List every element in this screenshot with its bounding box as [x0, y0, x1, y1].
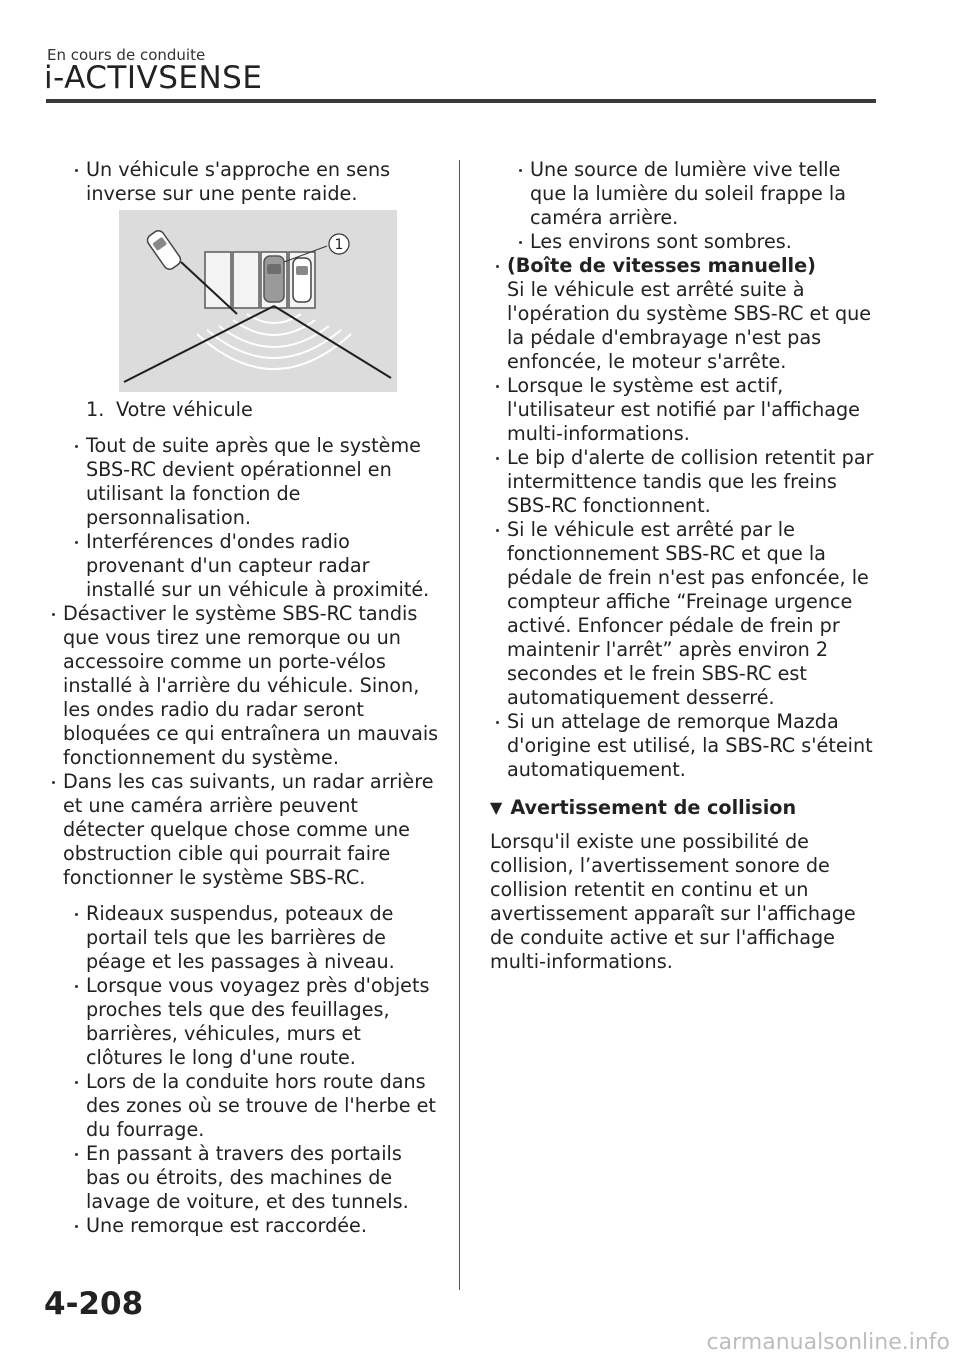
parking-radar-figure: [119, 210, 397, 392]
column-divider: [459, 160, 460, 1290]
bullet-disable-when-towing: Désactiver le système SBS-RC tandis que vous tirez une remorque ou un accessoire comme un porte-vélos installé à l'arrière du véhicule. Sinon, les ondes radio du radar seront bloquées ce qui entraînera un mauvais fonctionnement du système.: [46, 602, 441, 770]
left-column: [46, 158, 441, 1238]
bullet-collision-beep: Le bip d'alerte de collision retentit par intermittence tandis que les freins SBS-RC fonctionnent.: [490, 446, 880, 518]
bullet-false-detection-cases: Dans les cas suivants, un radar arrière et une caméra arrière peuvent détecter quelque chose comme une obstruction cible qui pourrait faire fonctionner le système SBS-RC.: [46, 770, 441, 890]
bullet-after-customization: Tout de suite après que le système SBS-RC devient opérationnel en utilisant la fonction de personnalisation.: [46, 434, 441, 530]
caption-number: 1.: [86, 398, 105, 421]
bullet-low-gates: En passant à travers des portails bas ou étroits, des machines de lavage de voiture, et des tunnels.: [46, 1142, 441, 1214]
bullet-manual-transmission: [490, 254, 880, 374]
bullet-near-objects: Lorsque vous voyagez près d'objets proches tels que des feuillages, barrières, véhicules, murs et clôtures le long d'une route.: [46, 974, 441, 1070]
bullet-trailer-connected: Une remorque est raccordée.: [46, 1214, 441, 1238]
manual-transmission-text: Si le véhicule est arrêté suite à l'opération du système SBS-RC et que la pédale d'embrayage n'est pas enfoncée, le moteur s'arrête.: [507, 278, 872, 373]
header-rule: [46, 99, 876, 103]
page-title: i-ACTIVSENSE: [44, 60, 263, 96]
section-paragraph: Lorsqu'il existe une possibilité de collision, l’avertissement sonore de collision retentit en continu et un avertissement apparaît sur l'affichage de conduite active et sur l'affichage multi-informations.: [490, 830, 856, 973]
bullet-trailer-hitch: Si un attelage de remorque Mazda d'origine est utilisé, la SBS-RC s'éteint automatiquement.: [490, 710, 880, 782]
bullet-curtains-poles: Rideaux suspendus, poteaux de portail tels que les barrières de péage et les passages à niveau.: [46, 902, 441, 974]
bullet-vehicle-stopped: Si le véhicule est arrêté par le fonctionnement SBS-RC et que la pédale de frein n'est pas enfoncée, le compteur affiche “Freinage urgence activé. Enfoncer pédale de frein pr maintenir l'arrêt” après environ 2 secondes et le frein SBS-RC est automatiquement desserré.: [490, 518, 880, 710]
caption-text: Votre véhicule: [116, 398, 253, 421]
section-header: En cours de conduite: [47, 46, 206, 64]
bullet-oncoming-vehicle: Un véhicule s'approche en sens inverse sur une pente raide.: [46, 158, 441, 206]
right-column: [490, 158, 880, 974]
bullet-bright-light: Une source de lumière vive telle que la lumière du soleil frappe la caméra arrière.: [490, 158, 880, 230]
section-heading: [490, 796, 880, 820]
triangle-down-icon: ▼: [490, 798, 503, 817]
page-number: 4-208: [44, 1286, 144, 1322]
bullet-offroad: Lors de la conduite hors route dans des zones où se trouve de l'herbe et du fourrage.: [46, 1070, 441, 1142]
manual-transmission-title: (Boîte de vitesses manuelle): [507, 254, 816, 277]
bullet-dark-surroundings: Les environs sont sombres.: [490, 230, 880, 254]
section-title: Avertissement de collision: [510, 796, 797, 819]
figure-caption: [46, 398, 441, 422]
bullet-system-active: Lorsque le système est actif, l'utilisateur est notifié par l'affichage multi-informations.: [490, 374, 880, 446]
bullet-radio-interference: Interférences d'ondes radio provenant d'un capteur radar installé sur un véhicule à proximité.: [46, 530, 441, 602]
watermark: carmanualsonline.info: [706, 1330, 950, 1355]
parking-radar-illustration: [119, 210, 397, 392]
figure-callout-number: 1: [334, 237, 344, 253]
